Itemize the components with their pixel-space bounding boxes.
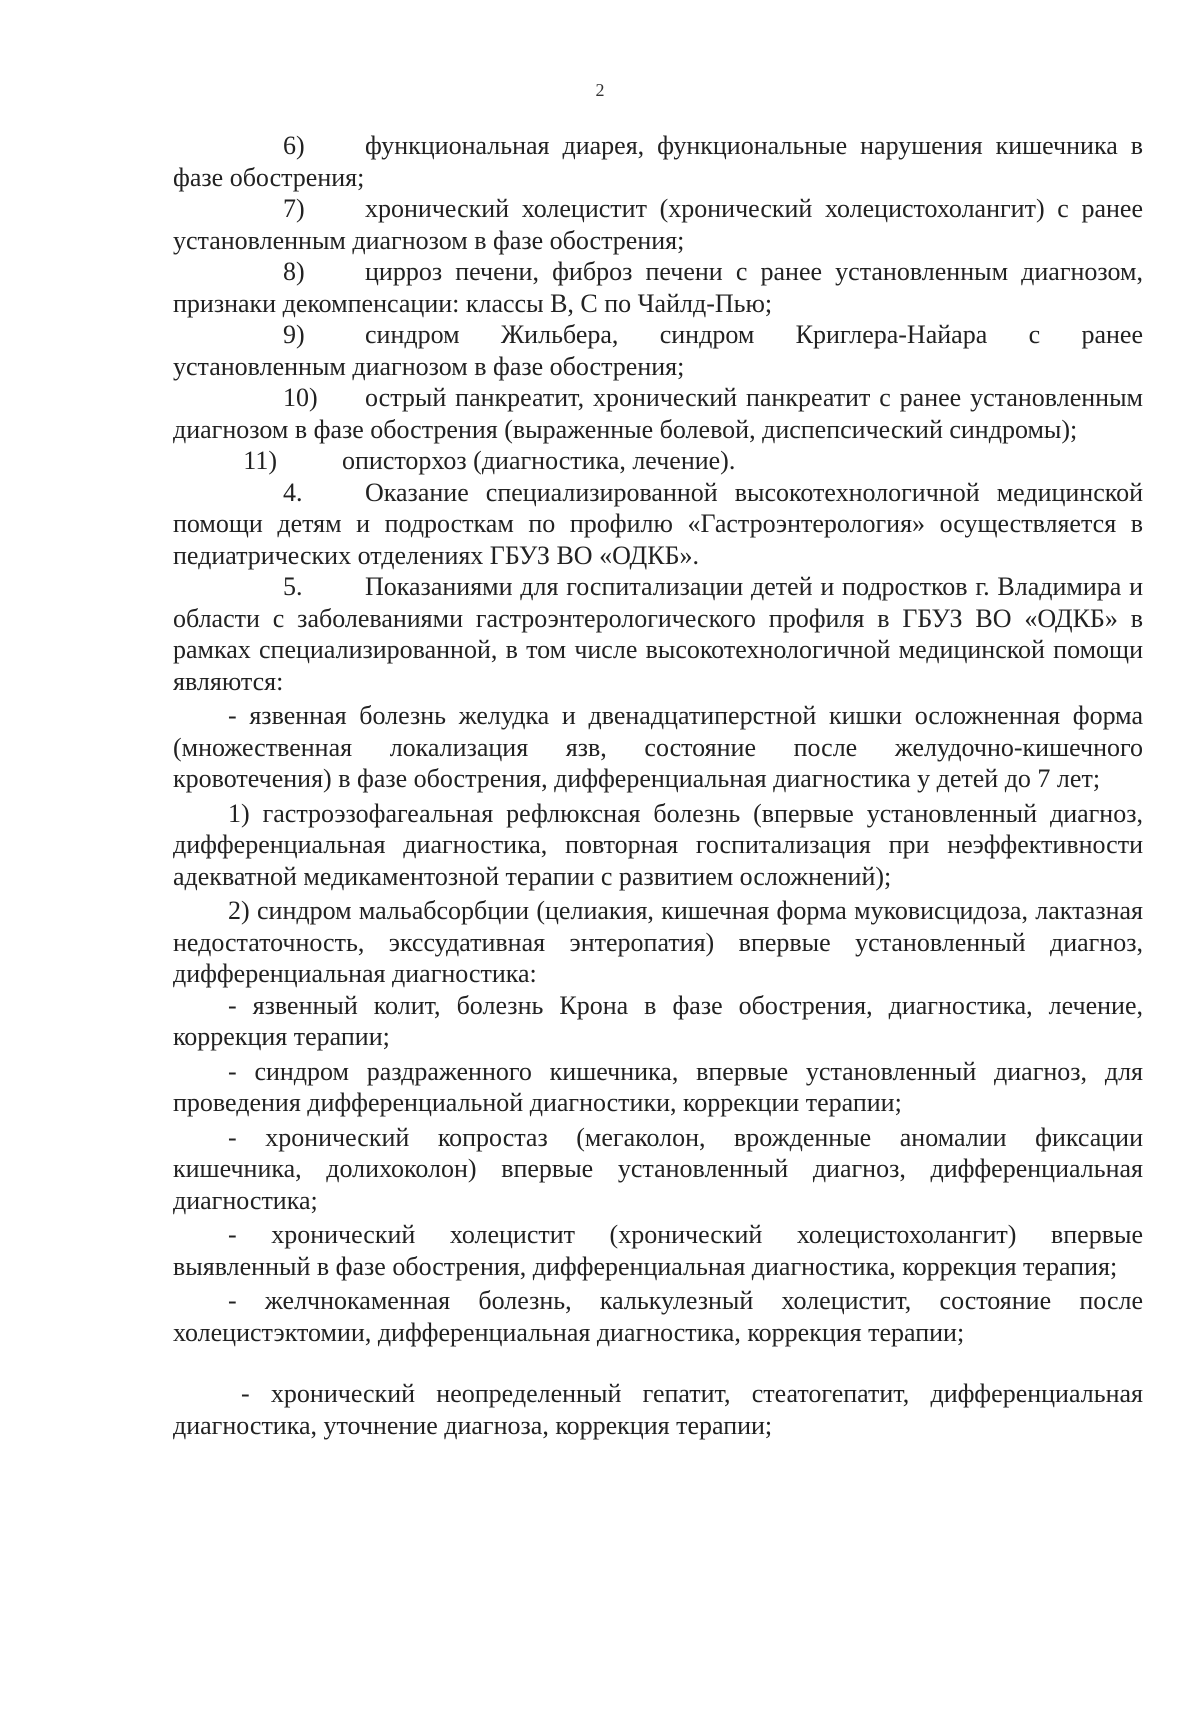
- page-number: 2: [595, 80, 605, 100]
- sub-item-gerd: 1) гастроэзофагеальная рефлюксная болезнь (впервые установленный диагноз, дифференциальная диагностика, повторная госпитализация при неэффективности адекватной медикаментозной терапии с развитием осложнений);: [173, 798, 1143, 891]
- list-item-8: [173, 256, 1143, 319]
- item-text: функциональная диарея, функциональные нарушения кишечника в фазе обострения;: [173, 131, 1143, 192]
- sub-item-hepatitis: - хронический неопределенный гепатит, стеатогепатит, дифференциальная диагностика, уточнение диагноза, коррекция терапии;: [173, 1379, 1143, 1440]
- item-text: описторхоз (диагностика, лечение).: [342, 446, 736, 475]
- item-text: синдром Жильбера, синдром Криглера-Найара с ранее установленным диагнозом в фазе обострения;: [173, 320, 1143, 381]
- item-text: острый панкреатит, хронический панкреатит с ранее установленным диагнозом в фазе обострения (выраженные болевой, диспепсический синдромы);: [173, 383, 1143, 444]
- sub-item-ibs: - синдром раздраженного кишечника, впервые установленный диагноз, для проведения дифференциальной диагностики, коррекции терапии;: [173, 1056, 1143, 1117]
- sub-item-cholelithiasis: - желчнокаменная болезнь, калькулезный холецистит, состояние после холецистэктомии, дифференциальная диагностика, коррекция терапии;: [173, 1286, 1143, 1347]
- item-number: 8): [283, 257, 305, 286]
- list-item-10: [173, 382, 1143, 445]
- item-number: 7): [283, 194, 305, 223]
- section-text: Показаниями для госпитализации детей и подростков г. Владимира и области с заболеваниями гастроэнтерологического профиля в ГБУЗ ВО «ОДКБ» в рамках специализированной, в том числе высокотехнологичной медицинской помощи являются:: [173, 572, 1143, 696]
- document-body: [173, 130, 1143, 1441]
- list-item-11: [173, 445, 1143, 477]
- sub-item-coprostasis: - хронический копростаз (мегаколон, врожденные аномалии фиксации кишечника, долихоколон) впервые установленный диагноз, дифференциальная диагностика;: [173, 1122, 1143, 1215]
- section-5: [173, 571, 1143, 697]
- sub-item-cholecystitis: - хронический холецистит (хронический холецистохолангит) впервые выявленный в фазе обострения, дифференциальная диагностика, коррекция терапия;: [173, 1220, 1143, 1281]
- list-item-6: [173, 130, 1143, 193]
- item-number: 6): [283, 131, 305, 160]
- section-number: 5.: [283, 572, 303, 601]
- item-number: 9): [283, 320, 305, 349]
- item-text: цирроз печени, фиброз печени с ранее установленным диагнозом, признаки декомпенсации: классы В, С по Чайлд-Пью;: [173, 257, 1143, 318]
- item-text: хронический холецистит (хронический холецистохолангит) с ранее установленным диагнозом в фазе обострения;: [173, 194, 1143, 255]
- item-number: 11): [243, 446, 277, 475]
- list-item-9: [173, 319, 1143, 382]
- item-number: 10): [283, 383, 318, 412]
- section-number: 4.: [283, 477, 303, 507]
- list-item-7: [173, 193, 1143, 256]
- sub-item-ulcerative-colitis: - язвенный колит, болезнь Крона в фазе обострения, диагностика, лечение, коррекция терапии;: [173, 990, 1143, 1051]
- section-4: [173, 477, 1143, 572]
- sub-item-peptic-ulcer: - язвенная болезнь желудка и двенадцатиперстной кишки осложненная форма (множественная локализация язв, состояние после желудочно-кишечного кровотечения) в фазе обострения, дифференциальная диагностика у детей до 7 лет;: [173, 701, 1143, 793]
- section-text: Оказание специализированной высокотехнологичной медицинской помощи детям и подросткам по профилю «Гастроэнтерология» осуществляется в педиатрических отделениях ГБУЗ ВО «ОДКБ».: [173, 477, 1143, 570]
- sub-item-malabsorption: 2) синдром мальабсорбции (целиакия, кишечная форма муковисцидоза, лактазная недостаточность, экссудативная энтеропатия) впервые установленный диагноз, дифференциальная диагностика:: [173, 896, 1143, 988]
